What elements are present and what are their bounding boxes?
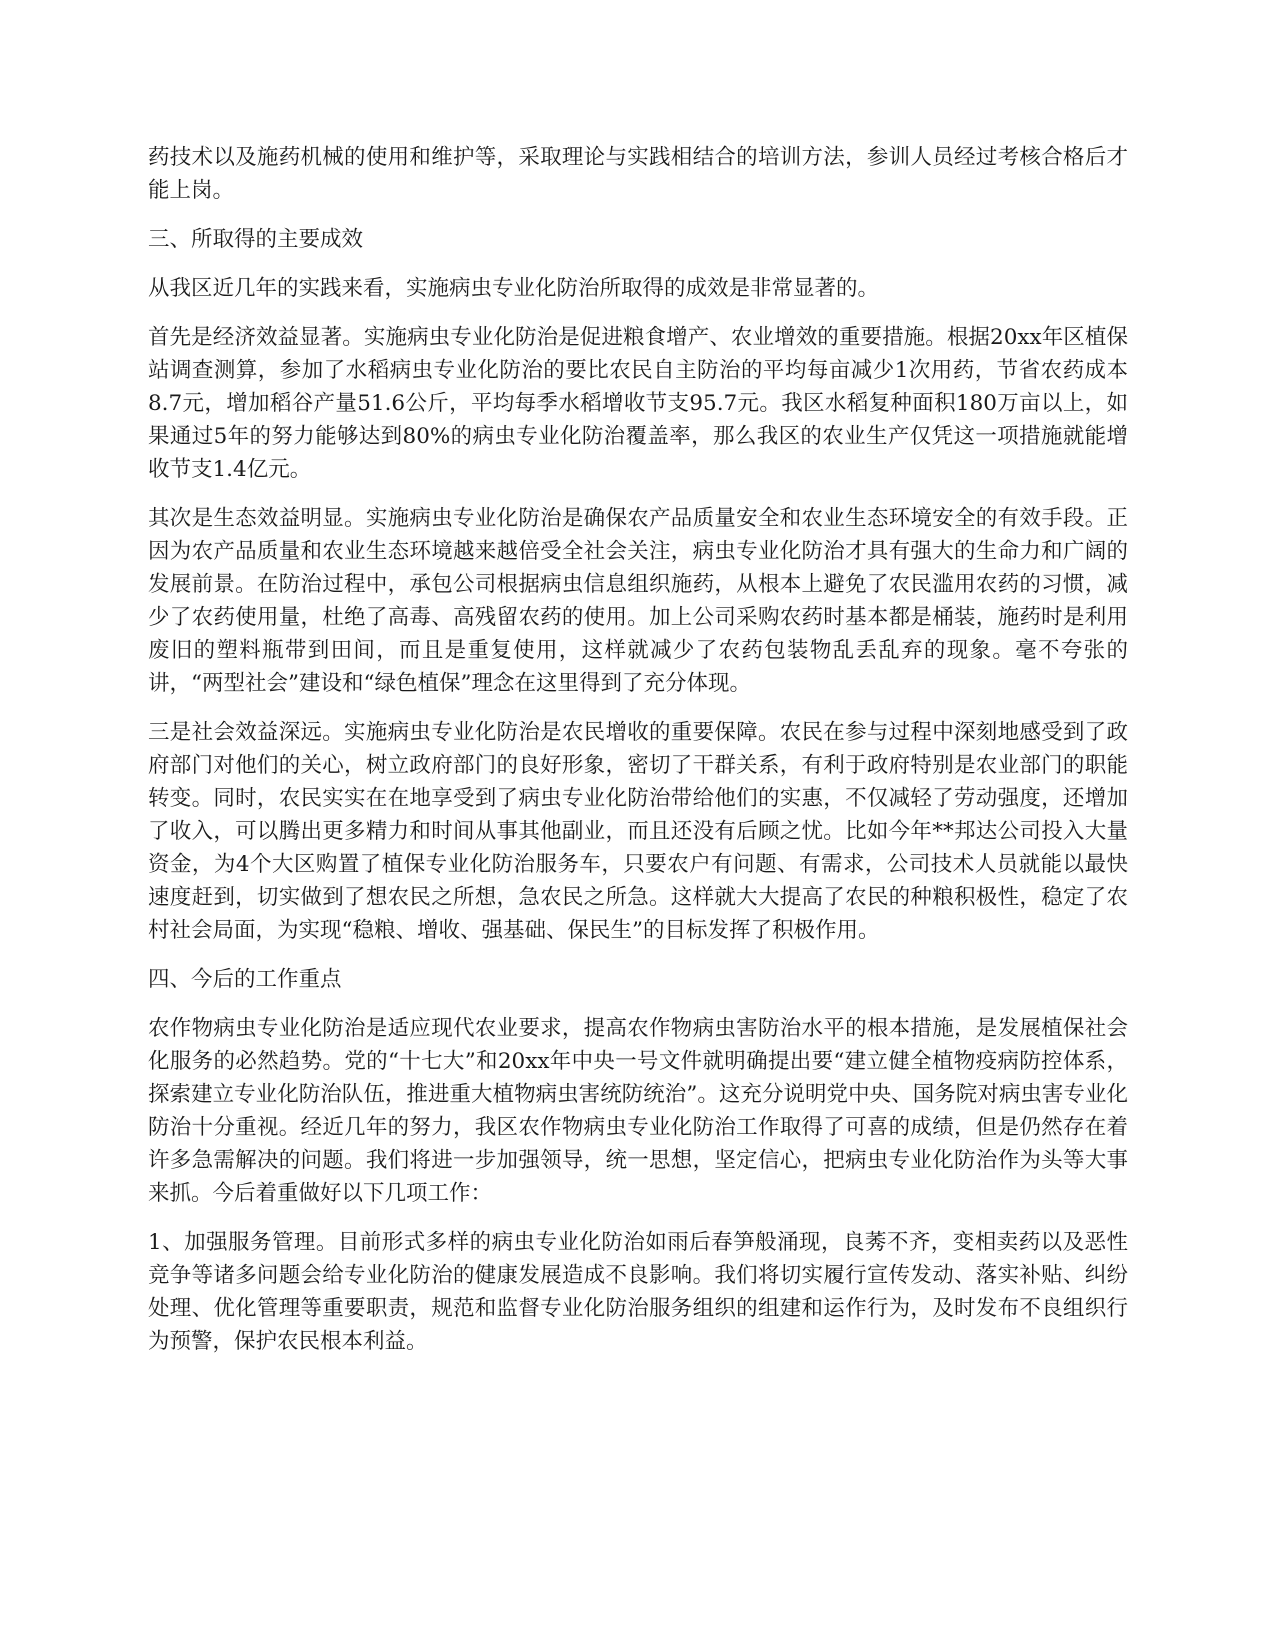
paragraph-achievements-intro: 从我区近几年的实践来看，实施病虫专业化防治所取得的成效是非常显著的。 [148, 276, 880, 301]
paragraph-social-benefits: 三是社会效益深远。实施病虫专业化防治是农民增收的重要保障。农民在参与过程中深刻地感受到了政府部门对他们的关心，树立政府部门的良好形象，密切了干群关系，有利于政府特别是农业部门的职能转变。同时，农民实实在在地享受到了病虫专业化防治带给他们的实惠，不仅减轻了劳动强度，还增加了收入，可以腾出更多精力和时间从事其他副业，而且还没有后顾之忧。比如今年**邦达公司投入大量资金，为4个大区购置了植保专业化防治服务车，只要农户有问题、有需求，公司技术人员就能以最快速度赶到，切实做到了想农民之所想，急农民之所急。这样就大大提高了农民的种粮积极性，稳定了农村社会局面，为实现“稳粮、增收、强基础、保民生”的目标发挥了积极作用。 [148, 720, 1128, 943]
paragraph-service-management: 1、加强服务管理。目前形式多样的病虫专业化防治如雨后春笋般涌现，良莠不齐，变相卖药以及恶性竞争等诸多问题会给专业化防治的健康发展造成不良影响。我们将切实履行宣传发动、落实补贴、纠纷处理、优化管理等重要职责，规范和监督专业化防治服务组织的组建和运作行为，及时发布不良组织行为预警，保护农民根本利益。 [148, 1230, 1128, 1354]
paragraph-economic-benefits: 首先是经济效益显著。实施病虫专业化防治是促进粮食增产、农业增效的重要措施。根据20xx年区植保站调查测算，参加了水稻病虫专业化防治的要比农民自主防治的平均每亩减少1次用药，节省农药成本8.7元，增加稻谷产量51.6公斤，平均每季水稻增收节支95.7元。我区水稻复种面积180万亩以上，如果通过5年的努力能够达到80%的病虫专业化防治覆盖率，那么我区的农业生产仅凭这一项措施就能增收节支1.4亿元。 [148, 325, 1128, 482]
document-body [148, 141, 1128, 1374]
section-heading-future-work: 四、今后的工作重点 [148, 967, 342, 992]
paragraph-ecological-benefits: 其次是生态效益明显。实施病虫专业化防治是确保农产品质量安全和农业生态环境安全的有效手段。正因为农产品质量和农业生态环境越来越倍受全社会关注，病虫专业化防治才具有强大的生命力和广阔的发展前景。在防治过程中，承包公司根据病虫信息组织施药，从根本上避免了农民滥用农药的习惯，减少了农药使用量，杜绝了高毒、高残留农药的使用。加上公司采购农药时基本都是桶装，施药时是利用废旧的塑料瓶带到田间，而且是重复使用，这样就减少了农药包装物乱丢乱弃的现象。毫不夸张的讲，“两型社会”建设和“绿色植保”理念在这里得到了充分体现。 [148, 506, 1128, 696]
paragraph-future-work-intro: 农作物病虫专业化防治是适应现代农业要求，提高农作物病虫害防治水平的根本措施，是发展植保社会化服务的必然趋势。党的“十七大”和20xx年中央一号文件就明确提出要“建立健全植物疫病防控体系，探索建立专业化防治队伍，推进重大植物病虫害统防统治”。这充分说明党中央、国务院对病虫害专业化防治十分重视。经近几年的努力，我区农作物病虫专业化防治工作取得了可喜的成绩，但是仍然存在着许多急需解决的问题。我们将进一步加强领导，统一思想，坚定信心，把病虫专业化防治作为头等大事来抓。今后着重做好以下几项工作： [148, 1016, 1128, 1206]
paragraph-training-continuation: 药技术以及施药机械的使用和维护等，采取理论与实践相结合的培训方法，参训人员经过考核合格后才能上岗。 [148, 145, 1128, 203]
section-heading-achievements: 三、所取得的主要成效 [148, 227, 364, 252]
